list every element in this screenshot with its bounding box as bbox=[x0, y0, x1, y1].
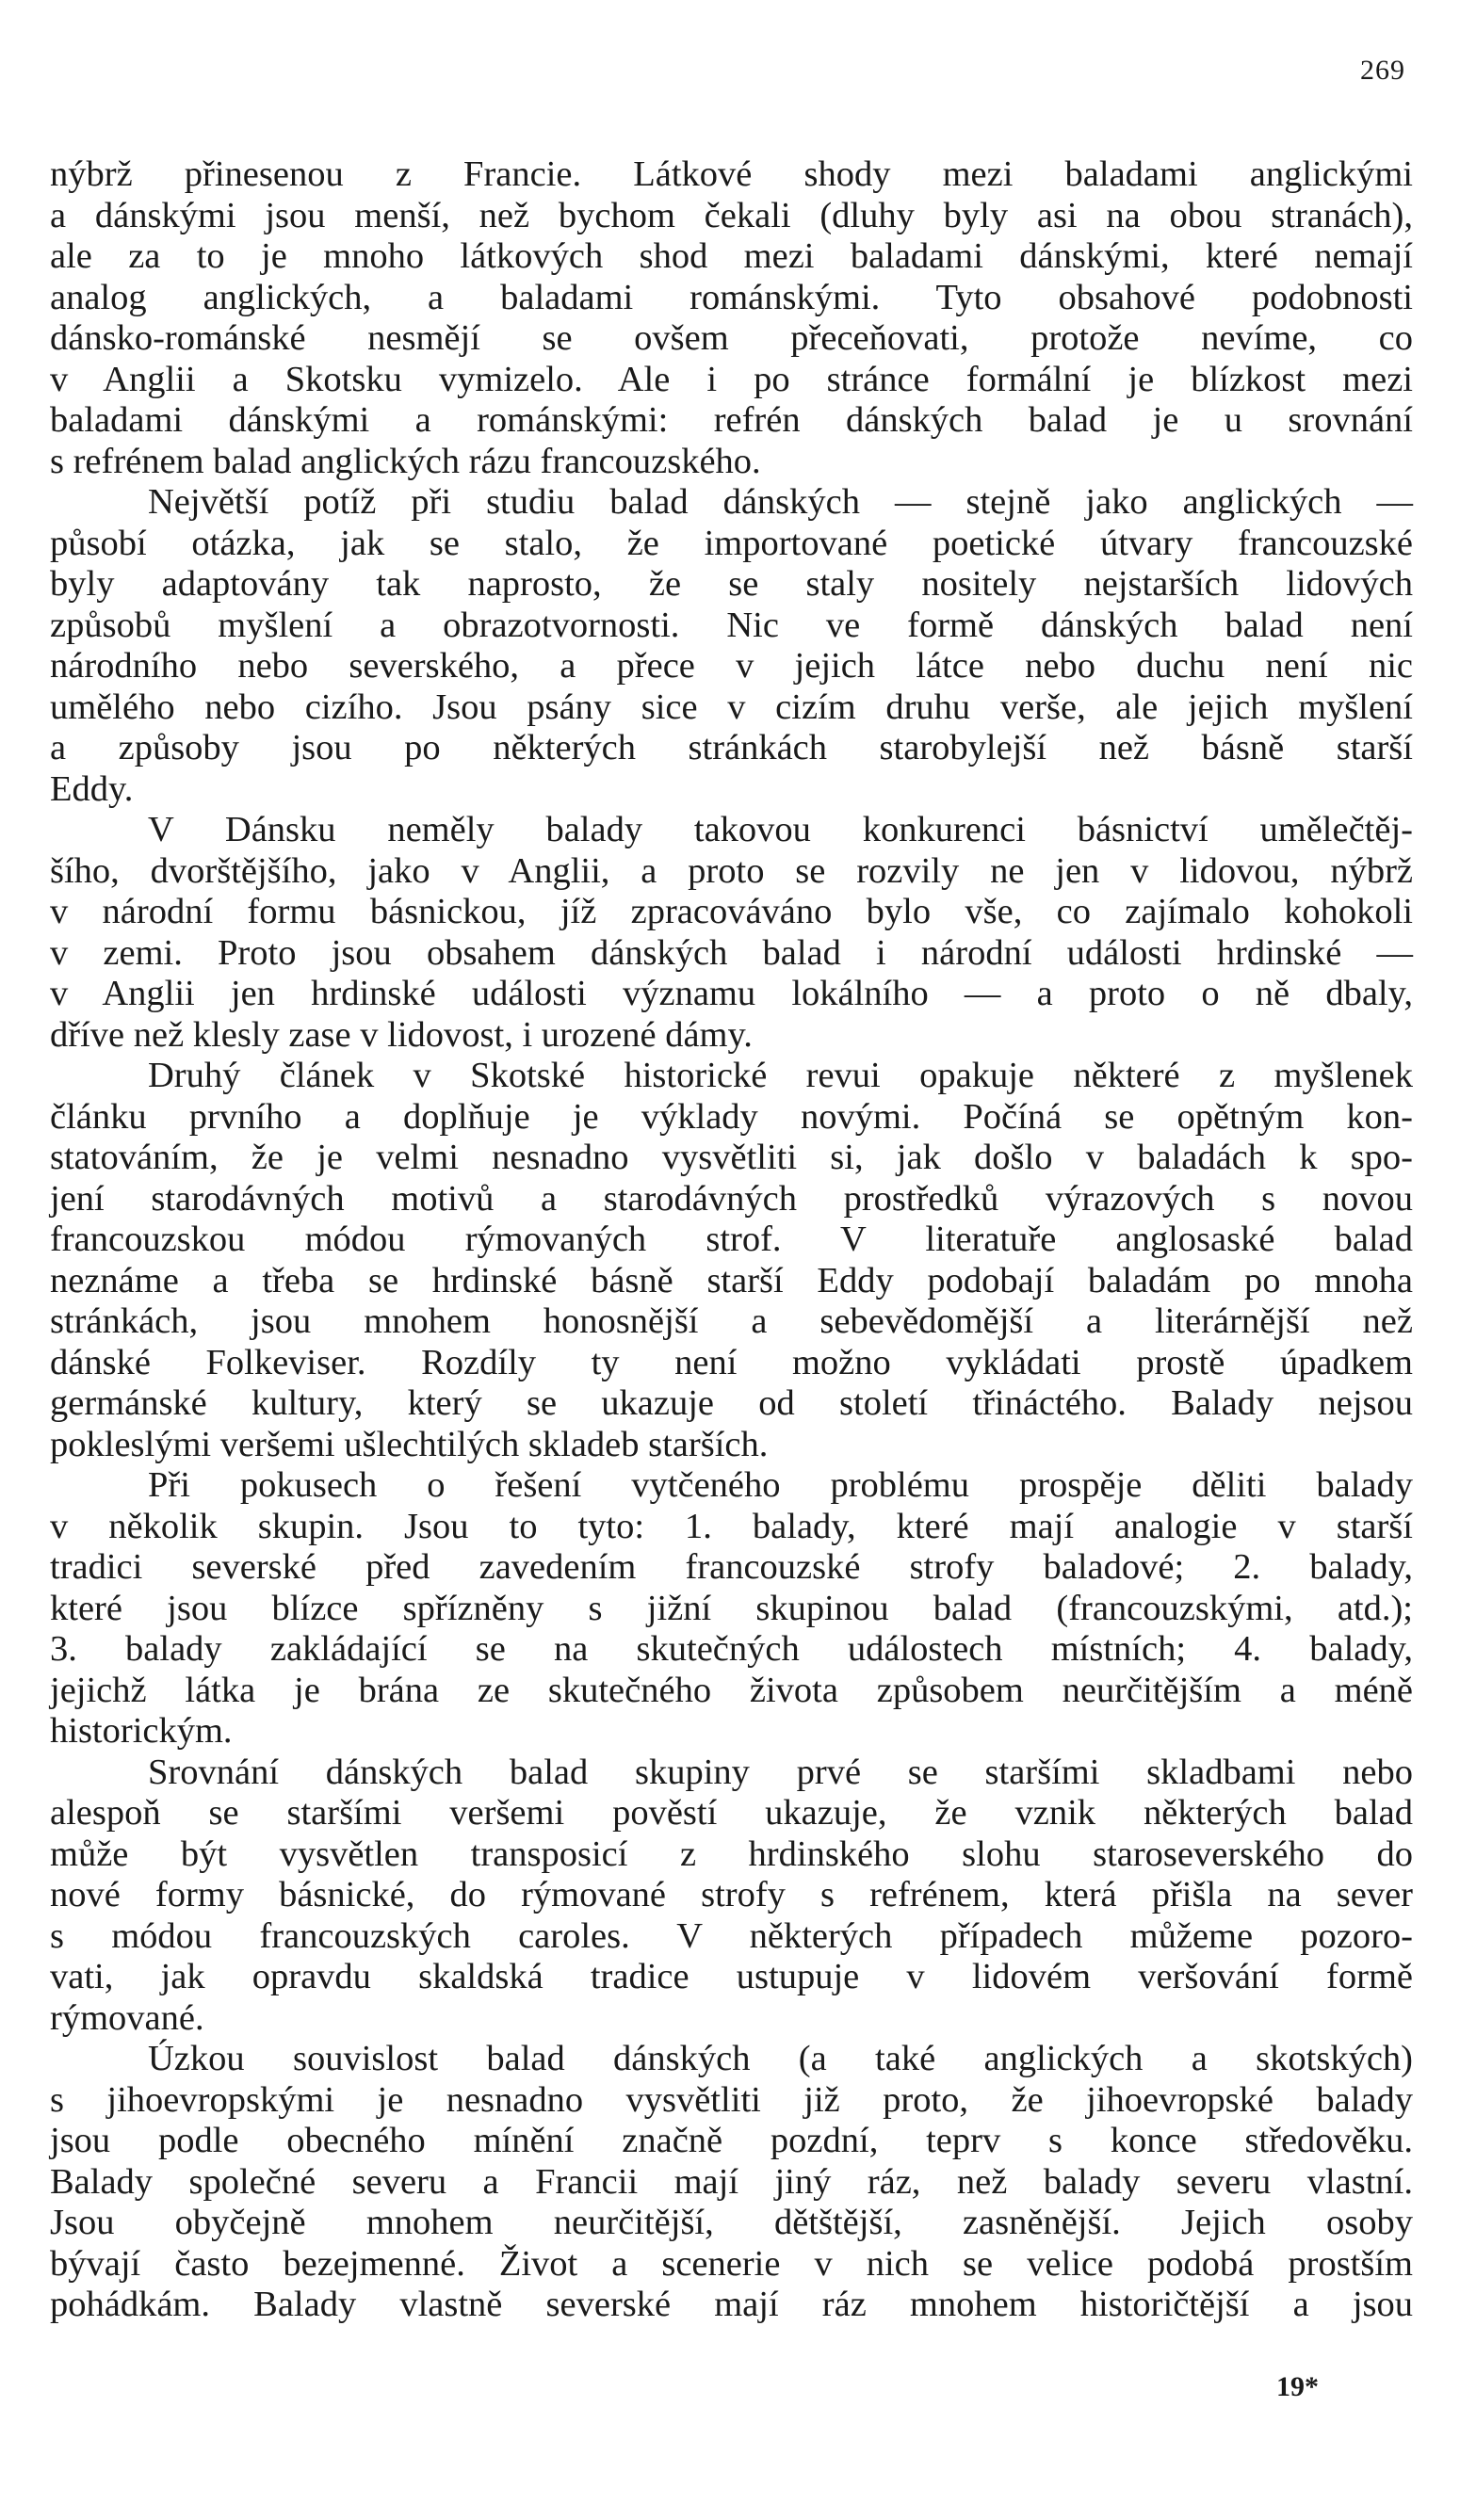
text-line: nýbrž přinesenou z Francie. Látkové shody mezi baladami anglickými bbox=[50, 154, 1413, 194]
text-line: Největší potíž při studiu balad dánských — stejně jako anglických — bbox=[148, 482, 1413, 522]
text-line: analog anglických, a baladami románskými. Tyto obsahové podobnosti bbox=[50, 277, 1413, 317]
text-line: baladami dánskými a románskými: refrén dánských balad je u srovnání bbox=[50, 400, 1413, 440]
text-line: dánsko-románské nesmějí se ovšem přeceňovati, protože nevíme, co bbox=[50, 318, 1413, 358]
text-line: neznáme a třeba se hrdinské básně starší Eddy podobají baladám po mnoha bbox=[50, 1260, 1413, 1300]
text-line: národního nebo severského, a přece v jejich látce nebo duchu není nic bbox=[50, 646, 1413, 686]
text-line: může být vysvětlen transposicí z hrdinského slohu staroseverského do bbox=[50, 1833, 1413, 1874]
text-line: článku prvního a doplňuje je výklady novými. Počíná se opětným kon- bbox=[50, 1096, 1413, 1137]
text-line: způsobů myšlení a obrazotvornosti. Nic ve formě dánských balad není bbox=[50, 605, 1413, 645]
text-line: rýmované. bbox=[50, 1997, 204, 2038]
text-line: v zemi. Proto jsou obsahem dánských balad i národní události hrdinské — bbox=[50, 932, 1413, 973]
text-line: Úzkou souvislost balad dánských (a také anglických a skotských) bbox=[148, 2039, 1413, 2078]
text-line: Při pokusech o řešení vytčeného problému prospěje děliti balady bbox=[148, 1465, 1413, 1505]
text-line: statováním, že je velmi nesnadno vysvětliti si, jak došlo v baladách k spo- bbox=[50, 1138, 1413, 1177]
text-line: francouzskou módou rýmovaných strof. V literatuře anglosaské balad bbox=[50, 1220, 1413, 1259]
text-line: jení starodávných motivů a starodávných prostředků výrazových s novou bbox=[50, 1178, 1413, 1219]
text-line: a dánskými jsou menší, než bychom čekali (dluhy byly asi na obou stranách), bbox=[50, 195, 1413, 235]
text-line: s módou francouzských caroles. V některých případech můžeme pozoro- bbox=[50, 1915, 1413, 1956]
text-line: pokleslými veršemi ušlechtilých skladeb starších. bbox=[50, 1424, 769, 1464]
text-line: v národní formu básnickou, jíž zpracováváno bylo vše, co zajímalo kohokoli bbox=[50, 892, 1413, 931]
text-line: germánské kultury, který se ukazuje od století třináctého. Balady nejsou bbox=[50, 1383, 1413, 1423]
text-body bbox=[50, 154, 1413, 2326]
text-line: v několik skupin. Jsou to tyto: 1. balady, které mají analogie v starší bbox=[50, 1506, 1413, 1546]
text-line: umělého nebo cizího. Jsou psány sice v cizím druhu verše, ale jejich myšlení bbox=[50, 687, 1413, 727]
text-line: historickým. bbox=[50, 1711, 233, 1751]
text-line: s refrénem balad anglických rázu francouzského. bbox=[50, 441, 761, 481]
signature-mark: 19* bbox=[1276, 2371, 1319, 2402]
text-line: nové formy básnické, do rýmované strofy s refrénem, která přišla na sever bbox=[50, 1875, 1413, 1914]
text-line: bývají často bezejmenné. Život a scenerie v nich se velice podobá prostším bbox=[50, 2243, 1413, 2284]
text-line: jsou podle obecného mínění značně pozdní, teprv s konce středověku. bbox=[50, 2121, 1413, 2160]
text-line: dříve než klesly zase v lidovost, i urozené dámy. bbox=[50, 1014, 753, 1055]
text-line: v Anglii a Skotsku vymizelo. Ale i po stránce formální je blízkost mezi bbox=[50, 359, 1413, 399]
text-line: vati, jak opravdu skaldská tradice ustupuje v lidovém veršování formě bbox=[50, 1957, 1413, 1996]
text-line: s jihoevropskými je nesnadno vysvětliti již proto, že jihoevropské balady bbox=[50, 2079, 1413, 2120]
text-line: Balady společné severu a Francii mají jiný ráz, než balady severu vlastní. bbox=[50, 2161, 1413, 2202]
page-number: 269 bbox=[1360, 55, 1405, 86]
text-line: alespoň se staršími veršemi pověstí ukazuje, že vznik některých balad bbox=[50, 1793, 1413, 1833]
text-line: pohádkám. Balady vlastně severské mají ráz mnohem historičtější a jsou bbox=[50, 2285, 1413, 2324]
text-line: byly adaptovány tak naprosto, že se staly nositely nejstarších lidových bbox=[50, 564, 1413, 604]
text-line: šího, dvorštějšího, jako v Anglii, a proto se rozvily ne jen v lidovou, nýbrž bbox=[50, 850, 1413, 891]
text-line: 3. balady zakládající se na skutečných událostech místních; 4. balady, bbox=[50, 1629, 1413, 1669]
text-line: a způsoby jsou po některých stránkách starobylejší než básně starší bbox=[50, 728, 1413, 767]
text-line: působí otázka, jak se stalo, že importované poetické útvary francouzské bbox=[50, 523, 1413, 563]
text-line: Eddy. bbox=[50, 768, 134, 809]
text-line: Druhý článek v Skotské historické revui opakuje některé z myšlenek bbox=[148, 1056, 1413, 1095]
text-line: dánské Folkeviser. Rozdíly ty není možno vykládati prostě úpadkem bbox=[50, 1342, 1413, 1382]
text-line: ale za to je mnoho látkových shod mezi baladami dánskými, které nemají bbox=[50, 236, 1413, 276]
text-line: tradici severské před zavedením francouzské strofy baladové; 2. balady, bbox=[50, 1547, 1413, 1587]
text-line: Srovnání dánských balad skupiny prvé se staršími skladbami nebo bbox=[148, 1752, 1413, 1792]
text-line: Jsou obyčejně mnohem neurčitější, dětštější, zasněnější. Jejich osoby bbox=[50, 2203, 1413, 2242]
text-line: které jsou blízce spřízněny s jižní skupinou balad (francouzskými, atd.); bbox=[50, 1588, 1413, 1628]
text-line: jejichž látka je brána ze skutečného života způsobem neurčitějším a méně bbox=[50, 1670, 1413, 1710]
text-line: v Anglii jen hrdinské události významu lokálního — a proto o ně dbaly, bbox=[50, 974, 1413, 1013]
text-line: stránkách, jsou mnohem honosnější a sebevědomější a literárnější než bbox=[50, 1301, 1413, 1341]
text-line: V Dánsku neměly balady takovou konkurenci básnictví umělečtěj- bbox=[148, 810, 1413, 849]
